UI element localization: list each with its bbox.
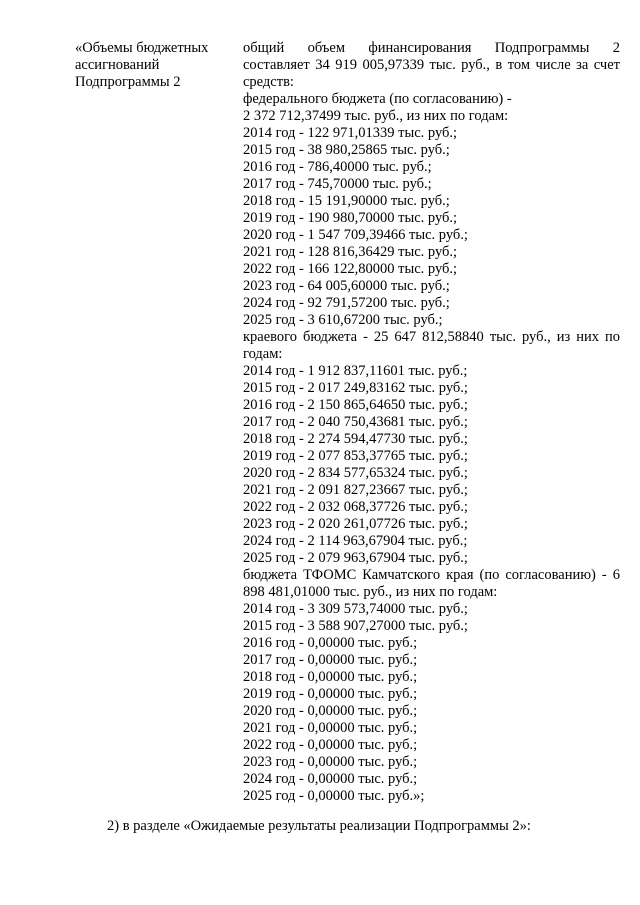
budget-table: [75, 40, 620, 805]
content-line: 2015 год - 38 980,25865 тыс. руб.;: [243, 142, 450, 158]
label-line: ассигнований: [75, 57, 160, 73]
content-line: 2022 год - 2 032 068,37726 тыс. руб.;: [243, 499, 468, 515]
content-line: составляет 34 919 005,97339 тыс. руб., в том числе за счет: [243, 57, 620, 73]
content-line: 2015 год - 3 588 907,27000 тыс. руб.;: [243, 618, 468, 634]
content-line: федерального бюджета (по согласованию) -: [243, 91, 512, 107]
content-line: 2014 год - 3 309 573,74000 тыс. руб.;: [243, 601, 468, 617]
content-line: 2019 год - 2 077 853,37765 тыс. руб.;: [243, 448, 468, 464]
content-line: 2014 год - 1 912 837,11601 тыс. руб.;: [243, 363, 468, 379]
content-line: 2022 год - 166 122,80000 тыс. руб.;: [243, 261, 458, 277]
content-line: 2020 год - 0,00000 тыс. руб.;: [243, 703, 418, 719]
content-line: средств:: [243, 74, 294, 90]
content-line: 2024 год - 2 114 963,67904 тыс. руб.;: [243, 533, 468, 549]
content-line: 2025 год - 3 610,67200 тыс. руб.;: [243, 312, 443, 328]
content-line: 2018 год - 0,00000 тыс. руб.;: [243, 669, 418, 685]
content-line: 2015 год - 2 017 249,83162 тыс. руб.;: [243, 380, 468, 396]
content-line: годам:: [243, 346, 283, 362]
content-line: 2021 год - 0,00000 тыс. руб.;: [243, 720, 418, 736]
content-line: бюджета ТФОМС Камчатского края (по согласованию) - 6: [243, 567, 620, 583]
content-line: 2024 год - 0,00000 тыс. руб.;: [243, 771, 418, 787]
content-line: 2019 год - 190 980,70000 тыс. руб.;: [243, 210, 458, 226]
content-line: 2025 год - 2 079 963,67904 тыс. руб.;: [243, 550, 468, 566]
content-line: 2024 год - 92 791,57200 тыс. руб.;: [243, 295, 450, 311]
row-label: [75, 40, 225, 805]
budget-row: [75, 40, 620, 805]
content-line: 2017 год - 0,00000 тыс. руб.;: [243, 652, 418, 668]
content-line: 2022 год - 0,00000 тыс. руб.;: [243, 737, 418, 753]
content-line: 2017 год - 745,70000 тыс. руб.;: [243, 176, 432, 192]
content-line: 2023 год - 2 020 261,07726 тыс. руб.;: [243, 516, 468, 532]
content-line: 2025 год - 0,00000 тыс. руб.»;: [243, 788, 425, 804]
content-line: 2020 год - 2 834 577,65324 тыс. руб.;: [243, 465, 468, 481]
content-line: 2021 год - 128 816,36429 тыс. руб.;: [243, 244, 458, 260]
content-line: 2017 год - 2 040 750,43681 тыс. руб.;: [243, 414, 468, 430]
content-line: 2016 год - 2 150 865,64650 тыс. руб.;: [243, 397, 468, 413]
content-line: 2019 год - 0,00000 тыс. руб.;: [243, 686, 418, 702]
label-line: Подпрограммы 2: [75, 74, 181, 90]
content-line: 2016 год - 786,40000 тыс. руб.;: [243, 159, 432, 175]
content-line: 2018 год - 2 274 594,47730 тыс. руб.;: [243, 431, 468, 447]
content-line: 2020 год - 1 547 709,39466 тыс. руб.;: [243, 227, 468, 243]
content-line: общий объем финансирования Подпрограммы 2: [243, 40, 620, 56]
content-line: 2018 год - 15 191,90000 тыс. руб.;: [243, 193, 450, 209]
content-line: 2023 год - 64 005,60000 тыс. руб.;: [243, 278, 450, 294]
content-line: 2021 год - 2 091 827,23667 тыс. руб.;: [243, 482, 468, 498]
content-line: 2016 год - 0,00000 тыс. руб.;: [243, 635, 418, 651]
content-line: 2023 год - 0,00000 тыс. руб.;: [243, 754, 418, 770]
content-line: 2014 год - 122 971,01339 тыс. руб.;: [243, 125, 458, 141]
row-content: [243, 40, 620, 805]
content-line: краевого бюджета - 25 647 812,58840 тыс. руб., из них по: [243, 329, 620, 345]
content-line: 898 481,01000 тыс. руб., из них по годам:: [243, 584, 498, 600]
label-line: «Объемы бюджетных: [75, 40, 209, 56]
content-line: 2 372 712,37499 тыс. руб., из них по годам:: [243, 108, 509, 124]
section-item-2: 2) в разделе «Ожидаемые результаты реализации Подпрограммы 2»:: [107, 818, 531, 834]
